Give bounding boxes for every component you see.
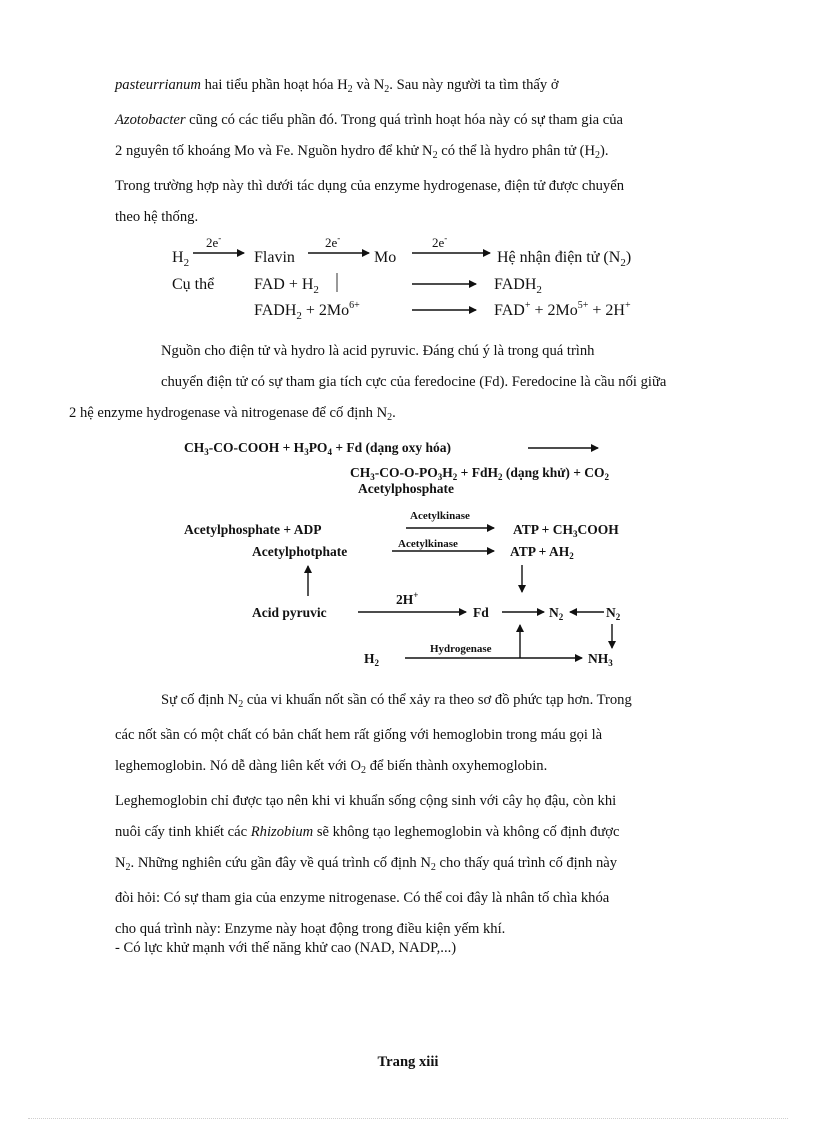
p1-line-5: theo hệ thống. bbox=[115, 209, 199, 225]
s2-acetylphotphate: Acetylphotphate bbox=[252, 544, 348, 559]
electron-transfer-scheme bbox=[0, 225, 816, 325]
p2-line-2: chuyển điện tử có sự tham gia tích cực của feredocine (Fd). Feredocine là cầu nối giữa bbox=[161, 374, 667, 390]
p1-line-1: pasteurrianum hai tiểu phần hoạt hóa $H_2$ và $N_2$. Sau này người ta tìm thấy ở bbox=[115, 77, 559, 95]
s1-fad-h2: FAD + $H_2$ bbox=[254, 276, 319, 296]
pyruvate-nitrogen-fixation-scheme bbox=[0, 432, 816, 672]
s2-n2-right: $N_2$ bbox=[606, 605, 621, 622]
s2-n2-center: $N_2$ bbox=[549, 605, 564, 622]
s2-acetylkinase-1: Acetylkinase bbox=[410, 510, 470, 522]
s1-r3-left: $FADH_2 + 2Mo^{6+}$ bbox=[254, 300, 360, 322]
s2-h2: $H_2$ bbox=[364, 651, 380, 668]
p3-line-1: Sự cố định $N_2$ của vi khuẩn nốt sần có thể xảy ra theo sơ đồ phức tạp hơn. Trong bbox=[161, 692, 632, 710]
p3-line-6: $N_2$. Những nghiên cứu gần đây về quá trình cố định $N_2$ cho thấy quá trình cố định này bbox=[115, 855, 618, 873]
p1-line-4: Trong trường hợp này thì dưới tác dụng của enzyme hydrogenase, điện tử được chuyển bbox=[115, 178, 624, 194]
p4-line-1: - Có lực khử mạnh với thế năng khử cao (NAD, NADP,...) bbox=[115, 940, 457, 956]
s2-r1: $CH_3-CO$-COOH + $H_3PO_4 + Fd$ (dạng oxy hóa) bbox=[184, 440, 452, 457]
s1-acceptor: Hệ nhận điện tử $(N_2)$ bbox=[497, 249, 632, 269]
p1-line-2: Azotobacter cũng có các tiểu phần đó. Trong quá trình hoạt hóa này có sự tham gia của bbox=[115, 112, 624, 128]
paragraph-3 bbox=[115, 685, 735, 945]
s2-acetylphosphate-label: Acetylphosphate bbox=[358, 481, 455, 496]
s2-r3-right: ATP + $CH_3COOH$ bbox=[513, 522, 619, 539]
s1-fadh2: $FADH_2$ bbox=[494, 276, 542, 296]
s2-2h: 2H+ bbox=[396, 590, 419, 607]
s1-r3-right: $FAD^+ + 2Mo^{5+} + 2H^+$ bbox=[494, 300, 631, 319]
s2-acetylkinase-2: Acetylkinase bbox=[398, 538, 458, 550]
s1-e3: 2e- bbox=[432, 233, 448, 250]
s2-r2: $CH_3-CO-O-PO_3H_2 + FdH_2$ (dạng khử) + $CO_2$ bbox=[350, 465, 610, 482]
s2-fd: Fd bbox=[473, 605, 489, 620]
s1-h2: $H_2$ bbox=[172, 249, 190, 269]
p1-line-3: 2 nguyên tố khoáng Mo và Fe. Nguồn hydro để khử $N_2$ có thể là hydro phân tử $(H_2)$. bbox=[115, 143, 609, 161]
p3-line-7: đòi hỏi: Có sự tham gia của enzyme nitrogenase. Có thể coi đây là nhân tố chìa khóa bbox=[115, 890, 610, 906]
s2-hydrogenase: Hydrogenase bbox=[430, 643, 492, 655]
s1-mo: Mo bbox=[374, 249, 397, 266]
s2-nh3: $NH_3$ bbox=[588, 651, 613, 668]
s2-acid-pyruvic: Acid pyruvic bbox=[252, 605, 327, 620]
p3-line-5: nuôi cấy tinh khiết các Rhizobium sẽ không tạo leghemoglobin và không cố định được bbox=[115, 824, 620, 840]
p3-line-4: Leghemoglobin chỉ được tạo nên khi vi khuẩn sống cộng sinh với cây họ đậu, còn khi bbox=[115, 793, 617, 809]
p2-line-3: 2 hệ enzyme hydrogenase và nitrogenase để cố định $N_2$. bbox=[69, 405, 396, 423]
p3-line-8: cho quá trình này: Enzyme này hoạt động trong điều kiện yếm khí. bbox=[115, 921, 506, 937]
p3-line-3: leghemoglobin. Nó dễ dàng liên kết với $O_2$ để biến thành oxyhemoglobin. bbox=[115, 758, 548, 776]
page-bottom-divider bbox=[28, 1118, 788, 1119]
s1-e2: 2e- bbox=[325, 233, 341, 250]
s1-e1: 2e- bbox=[206, 233, 222, 250]
paragraph-2 bbox=[69, 336, 735, 433]
s2-r4-right: ATP + $AH_2$ bbox=[510, 544, 574, 561]
paragraph-4 bbox=[115, 933, 735, 964]
p3-line-2: các nốt sần có một chất có bản chất hem rất giống với hemoglobin trong máu gọi là bbox=[115, 727, 603, 743]
paragraph-1 bbox=[115, 70, 735, 233]
s1-flavin: Flavin bbox=[254, 249, 295, 266]
s1-cuthe: Cụ thể bbox=[172, 276, 215, 293]
page-number: Trang xiii bbox=[377, 1054, 439, 1070]
s2-r3-left: Acetylphosphate + ADP bbox=[184, 522, 322, 537]
p2-line-1: Nguồn cho điện tử và hydro là acid pyruvic. Đáng chú ý là trong quá trình bbox=[161, 343, 595, 359]
